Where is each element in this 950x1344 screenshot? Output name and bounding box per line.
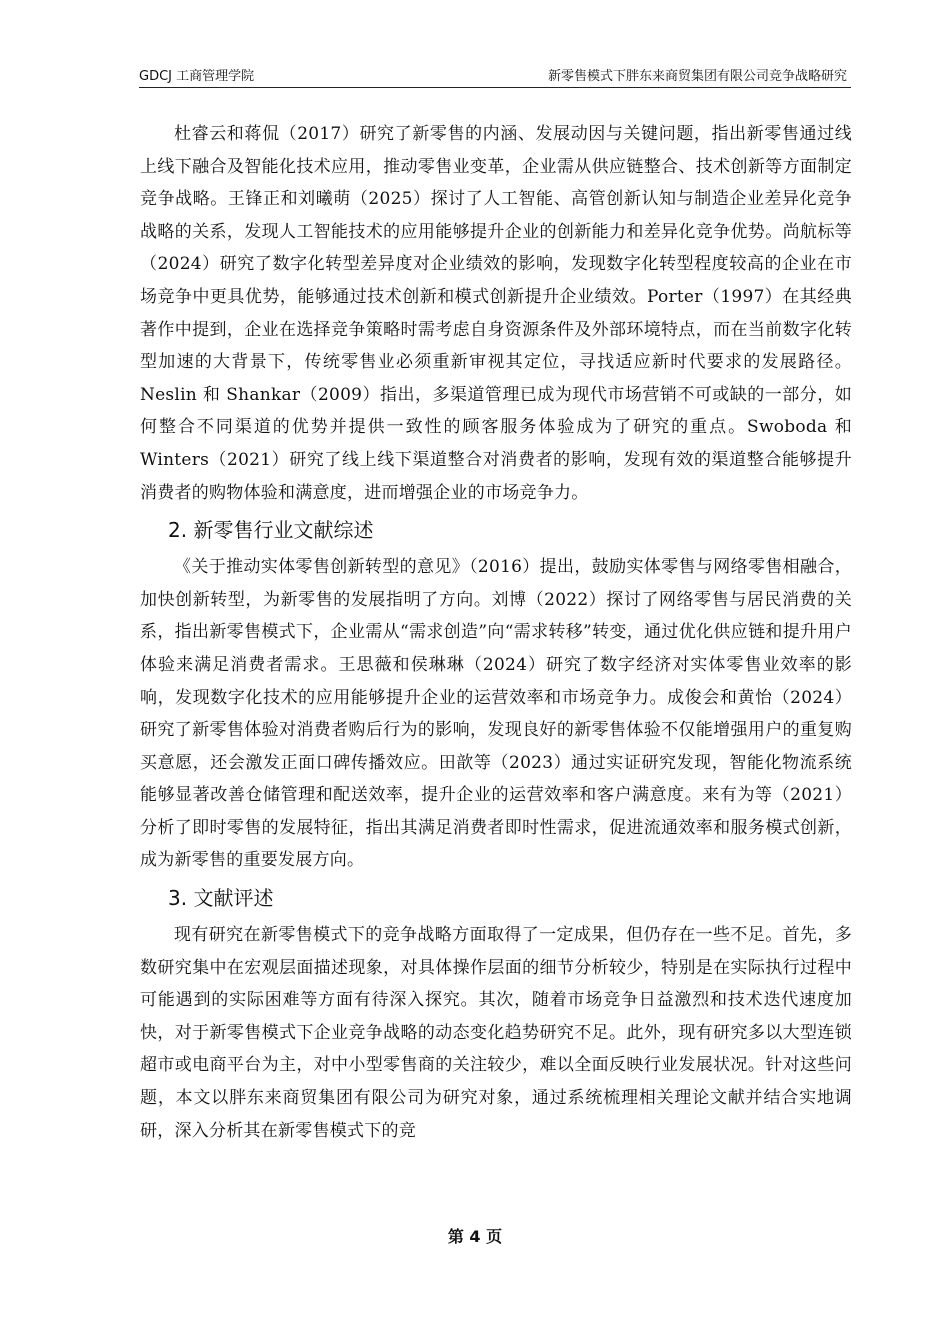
header-divider: [139, 87, 851, 88]
header-institution: GDCJ 工商管理学院: [139, 69, 255, 84]
page-number: 第 4 页: [447, 1227, 503, 1246]
body-text: [140, 118, 852, 1147]
section-heading-industry-literature: 2. 新零售行业文献综述: [168, 518, 374, 543]
section-heading-literature-comment: 3. 文献评述: [168, 886, 274, 911]
header-thesis-title: 新零售模式下胖东来商贸集团有限公司竞争战略研究: [547, 69, 847, 84]
paragraph-literature-comment: 现有研究在新零售模式下的竞争战略方面取得了一定成果，但仍存在一些不足。首先，多数研究集中在宏观层面描述现象，对具体操作层面的细节分析较少，特别是在实际执行过程中可能遇到的实际困难等方面有待深入探究。其次，随着市场竞争日益激烈和技术迭代速度加快，对于新零售模式下企业竞争战略的动态变化趋势研究不足。此外，现有研究多以大型连锁超市或电商平台为主，对中小型零售商的关注较少，难以全面反映行业发展状况。针对这些问题，本文以胖东来商贸集团有限公司为研究对象，通过系统梳理相关理论文献并结合实地调研，深入分析其在新零售模式下的竞: [140, 925, 852, 1141]
paragraph-industry-literature: 《关于推动实体零售创新转型的意见》（2016）提出，鼓励实体零售与网络零售相融合，加快创新转型，为新零售的发展指明了方向。刘博（2022）探讨了网络零售与居民消费的关系，指出新零售模式下，企业需从“需求创造”向“需求转移”转变，通过优化供应链和提升用户体验来满足消费者需求。王思薇和侯琳琳（2024）研究了数字经济对实体零售业效率的影响，发现数字化技术的应用能够提升企业的运营效率和市场竞争力。成俊会和黄怡（2024）研究了新零售体验对消费者购后行为的影响，发现良好的新零售体验不仅能增强用户的重复购买意愿，还会激发正面口碑传播效应。田歆等（2023）通过实证研究发现，智能化物流系统能够显著改善仓储管理和配送效率，提升企业的运营效率和客户满意度。来有为等（2021）分析了即时零售的发展特征，指出其满足消费者即时性需求，促进流通效率和服务模式创新，成为新零售的重要发展方向。: [140, 557, 852, 871]
running-header: [139, 66, 851, 88]
paragraph-new-retail-strategy-review: 杜睿云和蒋侃（2017）研究了新零售的内涵、发展动因与关键问题，指出新零售通过线上线下融合及智能化技术应用，推动零售业变革，企业需从供应链整合、技术创新等方面制定竞争战略。王锋正和刘曦萌（2025）探讨了人工智能、高管创新认知与制造企业差异化竞争战略的关系，发现人工智能技术的应用能够提升企业的创新能力和差异化竞争优势。尚航标等（2024）研究了数字化转型差异度对企业绩效的影响，发现数字化转型程度较高的企业在市场竞争中更具优势，能够通过技术创新和模式创新提升企业绩效。Porter（1997）在其经典著作中提到，企业在选择竞争策略时需考虑自身资源条件及外部环境特点，而在当前数字化转型加速的大背景下，传统零售业必须重新审视其定位，寻找适应新时代要求的发展路径。Neslin 和 Shankar（2009）指出，多渠道管理已成为现代市场营销不可或缺的一部分，如何整合不同渠道的优势并提供一致性的顾客服务体验成为了研究的重点。Swoboda 和 Winters（2021）研究了线上线下渠道整合对消费者的影响，发现有效的渠道整合能够提升消费者的购物体验和满意度，进而增强企业的市场竞争力。: [140, 124, 852, 503]
